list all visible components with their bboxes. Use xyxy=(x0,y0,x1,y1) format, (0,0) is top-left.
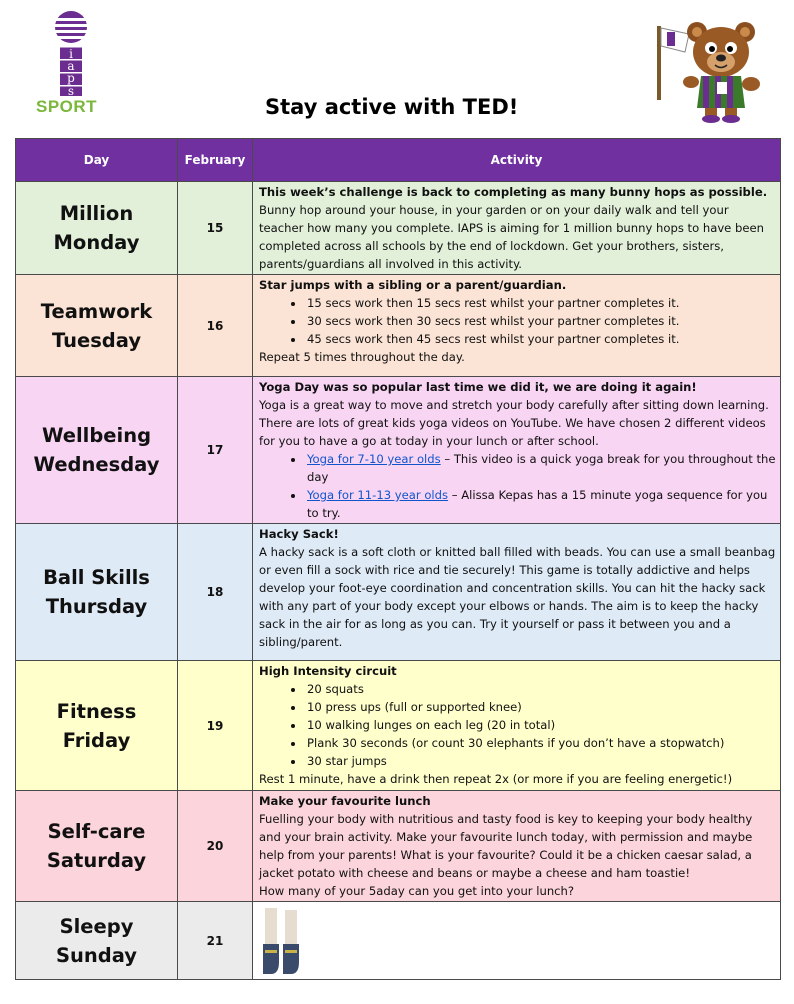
header-february: February xyxy=(178,139,253,182)
activity-bullet-list xyxy=(259,294,776,348)
yoga-11-13-link[interactable]: Yoga for 11-13 year olds xyxy=(307,488,449,502)
list-item: • 30 star jumps xyxy=(305,752,776,770)
list-item xyxy=(305,450,776,486)
activity-heading: Yoga Day was so popular last time we did it, we are doing it again! xyxy=(259,380,697,394)
activity-heading: This week’s challenge is back to completing as many bunny hops as possible. xyxy=(259,185,768,199)
date-cell: 17 xyxy=(178,377,253,524)
yoga-7-10-link[interactable]: Yoga for 7-10 year olds xyxy=(307,452,441,466)
list-item xyxy=(305,486,776,522)
day-name-line1: Wellbeing xyxy=(41,424,152,447)
ted-bear-mascot xyxy=(645,12,783,124)
cosy-socks-image xyxy=(259,904,305,978)
day-name-line1: Sleepy xyxy=(59,914,134,938)
day-name-line1: Fitness xyxy=(56,699,137,723)
list-item: • 20 squats xyxy=(305,680,776,698)
table-row xyxy=(16,275,781,377)
day-name-line1: Self-care xyxy=(47,820,146,843)
table-row xyxy=(16,182,781,275)
day-cell xyxy=(16,182,178,275)
list-item: • 15 secs work then 15 secs rest whilst your partner completes it. xyxy=(305,294,776,312)
day-name-line1: Million xyxy=(59,202,134,225)
day-cell xyxy=(16,524,178,661)
activity-heading: Hacky Sack! xyxy=(259,527,339,541)
activity-cell xyxy=(253,661,781,791)
header-day: Day xyxy=(16,139,178,182)
day-name-line2: Saturday xyxy=(46,849,147,872)
activity-heading: Make your favourite lunch xyxy=(259,794,431,808)
logo-letter-p: p xyxy=(67,71,75,85)
logo-sport-text: SPORT xyxy=(36,97,98,116)
link-description: – This video is a quick yoga break for you throughout the day xyxy=(307,452,776,484)
list-item: • 30 secs work then 30 secs rest whilst your partner completes it. xyxy=(305,312,776,330)
logo-letter-s: s xyxy=(67,84,75,98)
activity-cell xyxy=(253,182,781,275)
list-item: • 45 secs work then 45 secs rest whilst your partner completes it. xyxy=(305,330,776,348)
activity-body: Yoga is a great way to move and stretch your body carefully after sitting down learning. There are lots of great kids yoga videos on YouTube. We have chosen 2 different videos for you to have a go at today in your lunch or after school. xyxy=(259,398,769,448)
table-row xyxy=(16,524,781,661)
day-cell xyxy=(16,377,178,524)
activity-cell xyxy=(253,524,781,661)
page-title: Stay active with TED! xyxy=(265,95,519,119)
table-row xyxy=(16,377,781,524)
header-activity: Activity xyxy=(253,139,781,182)
day-name-line2: Friday xyxy=(62,728,131,752)
activity-footer: Repeat 5 times throughout the day. xyxy=(259,350,465,364)
activity-body: Bunny hop around your house, in your garden or on your daily walk and tell your teacher how many you complete. IAPS is aiming for 1 million bunny hops to have been completed across all schools by the end of lockdown. Get your brothers, sisters, parents/guardians all involved in this activity. xyxy=(259,203,764,271)
day-name-line1: Teamwork xyxy=(40,299,153,323)
activity-heading: High Intensity circuit xyxy=(259,664,397,678)
activity-cell xyxy=(253,902,781,980)
list-item: • Plank 30 seconds (or count 30 elephants if you don’t have a stopwatch) xyxy=(305,734,776,752)
video-link-list xyxy=(259,450,776,522)
link-description: – Alissa Kepas has a 15 minute yoga sequence for you to try. xyxy=(307,488,768,520)
day-name-line2: Sunday xyxy=(55,943,138,967)
activity-cell xyxy=(253,275,781,377)
date-cell: 20 xyxy=(178,791,253,902)
day-cell xyxy=(16,661,178,791)
list-item: • 10 press ups (full or supported knee) xyxy=(305,698,776,716)
logo-letter-a: a xyxy=(67,59,75,73)
activity-body: Fuelling your body with nutritious and tasty food is key to keeping your body healthy and your brain activity. Make your favourite lunch today, with permission and maybe help from your parents! What is your favourite? Could it be a chicken caesar salad, a jacket potato with cheese and beans or maybe a cheese and ham toastie! xyxy=(259,812,753,880)
activity-footer: Rest 1 minute, have a drink then repeat 2x (or more if you are feeling energetic!) xyxy=(259,772,733,786)
table-row xyxy=(16,661,781,791)
day-name-line2: Wednesday xyxy=(33,453,160,476)
logo-letter-i: i xyxy=(69,47,73,61)
date-cell: 19 xyxy=(178,661,253,791)
date-cell: 16 xyxy=(178,275,253,377)
activity-body: A hacky sack is a soft cloth or knitted ball filled with beads. You can use a small beanbag or even fill a sock with rice and tie securely! This game is totally addictive and helps develop your foot-eye coordination and concentration skills. You can hit the hacky sack with any part of your body except your elbows or hands. The aim is to keep the hacky sack in the air for as long as you can. Try it yourself or pass it between you and a sibling/parent. xyxy=(259,545,776,649)
day-name-line2: Thursday xyxy=(45,595,148,618)
day-cell xyxy=(16,275,178,377)
date-cell: 18 xyxy=(178,524,253,661)
day-name-line1: Ball Skills xyxy=(43,566,150,589)
day-name-line2: Monday xyxy=(53,231,140,254)
activity-cell xyxy=(253,377,781,524)
activity-heading: Star jumps with a sibling or a parent/guardian. xyxy=(259,278,567,292)
table-row xyxy=(16,791,781,902)
activity-cell xyxy=(253,791,781,902)
activity-footer: How many of your 5aday can you get into your lunch? xyxy=(259,884,575,898)
day-cell xyxy=(16,791,178,902)
activity-bullet-list xyxy=(259,680,776,770)
list-item: • 10 walking lunges on each leg (20 in total) xyxy=(305,716,776,734)
date-cell: 15 xyxy=(178,182,253,275)
day-name-line2: Tuesday xyxy=(51,328,142,352)
day-cell xyxy=(16,902,178,980)
table-header-row xyxy=(16,139,781,182)
date-cell: 21 xyxy=(178,902,253,980)
table-row xyxy=(16,902,781,980)
weekly-schedule-table xyxy=(15,138,781,980)
